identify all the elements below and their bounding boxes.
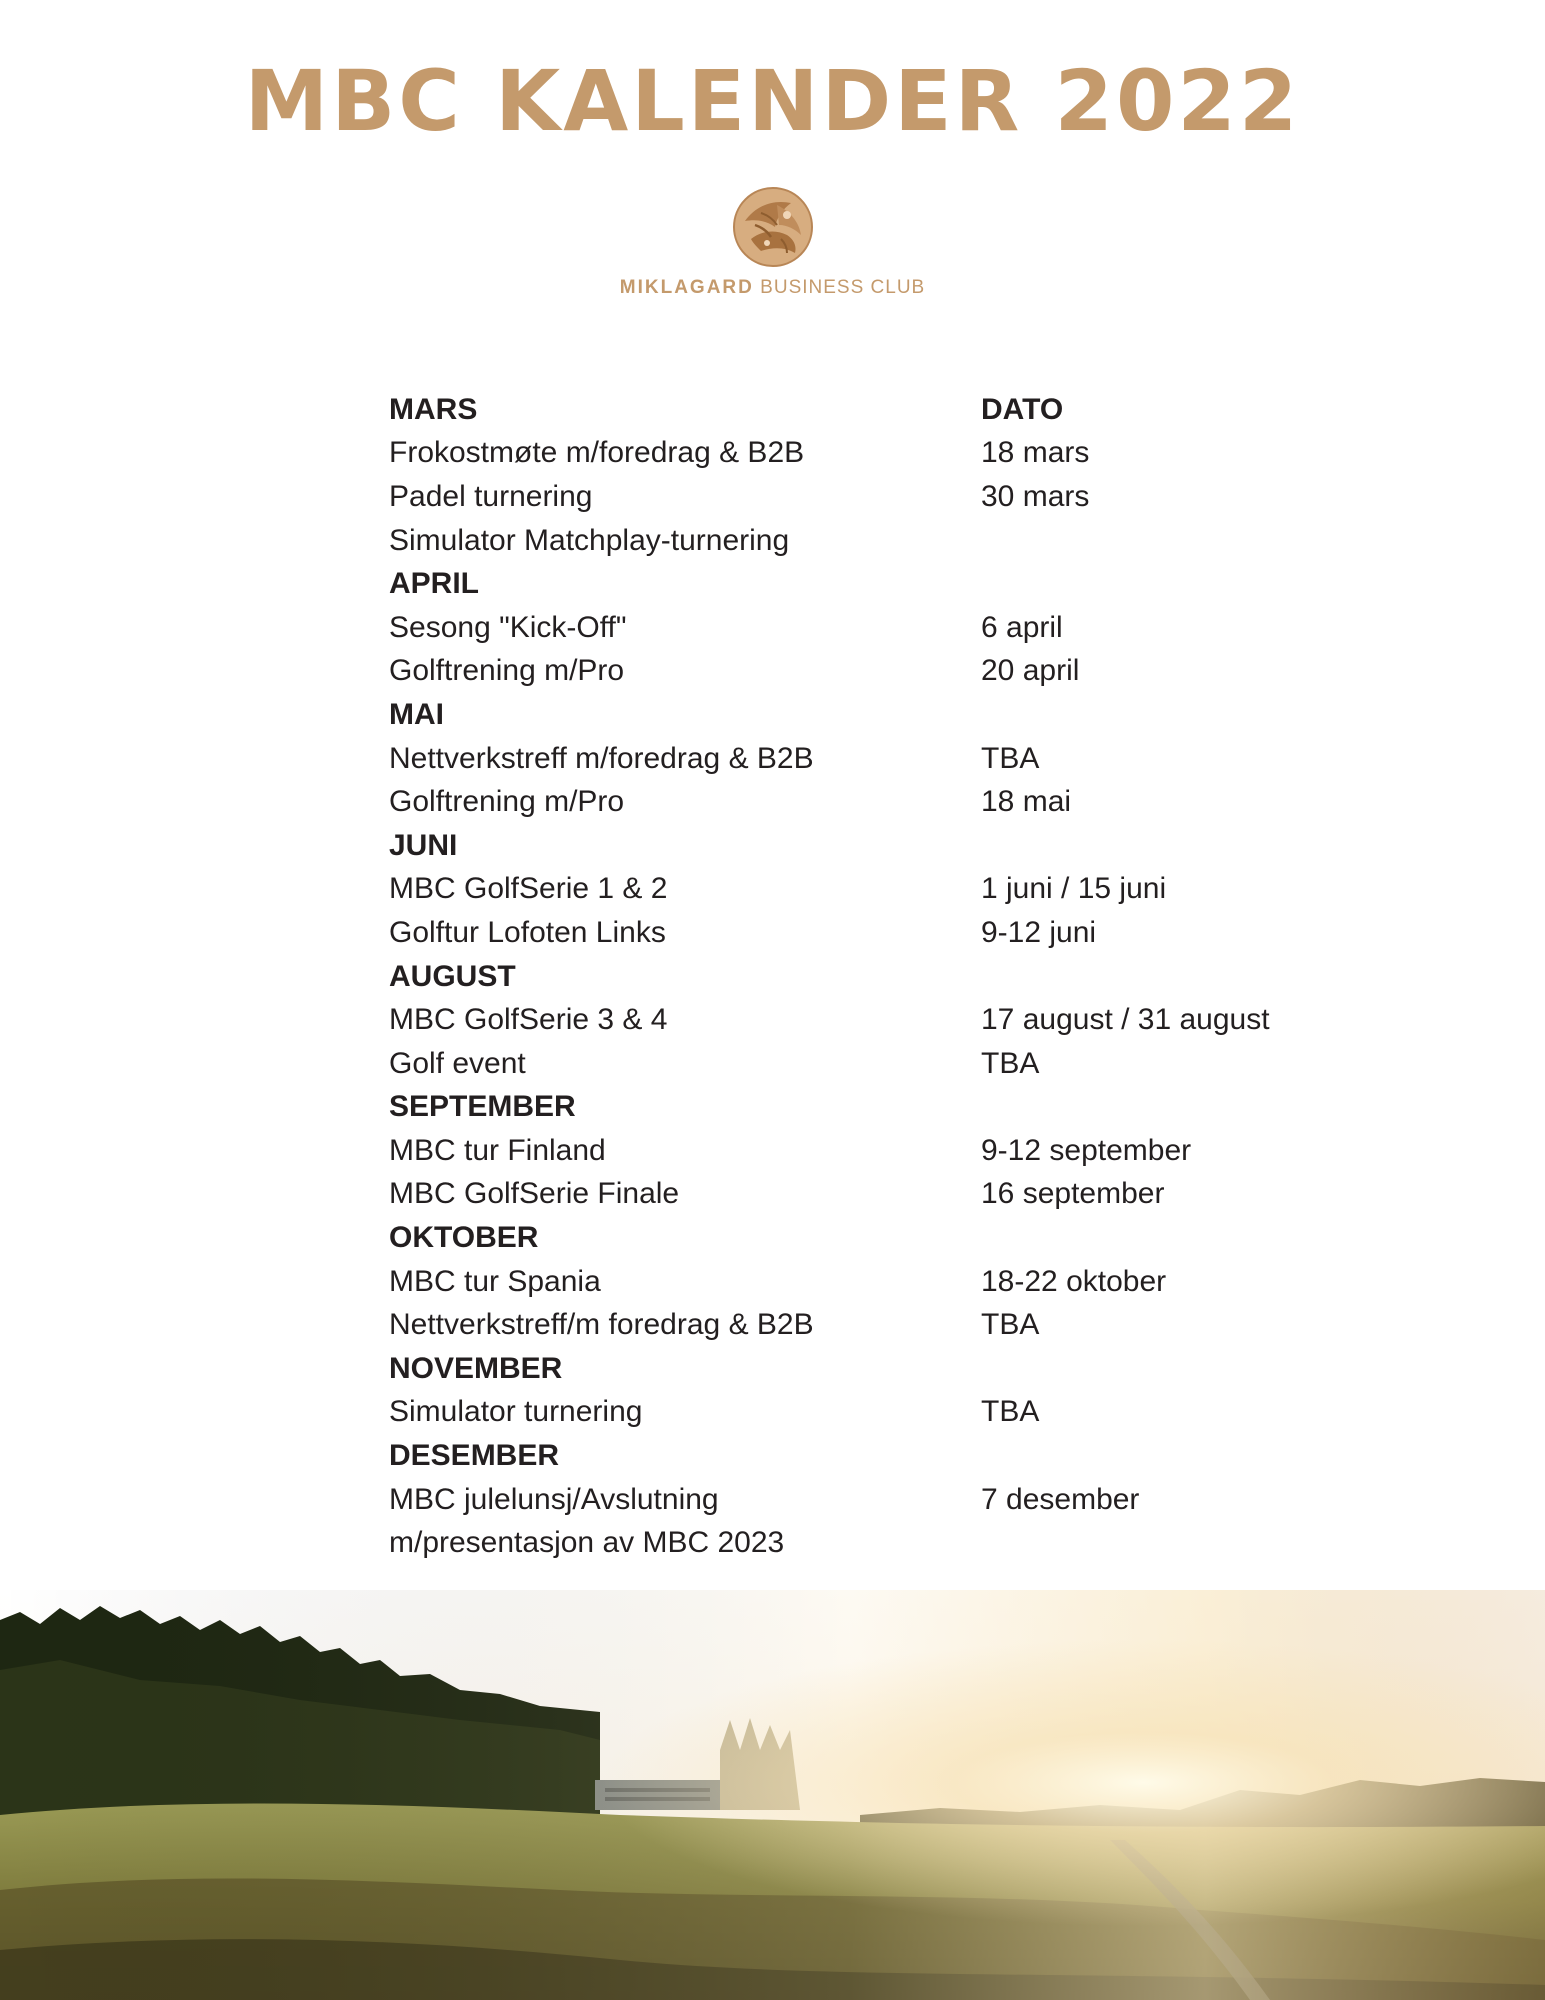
event-row: [389, 1391, 1349, 1435]
event-name: Golftrening m/Pro: [389, 654, 625, 688]
event-row: [389, 1042, 1349, 1086]
event-date: TBA: [981, 1046, 1040, 1080]
month-heading-row: [389, 824, 1349, 868]
month-heading: NOVEMBER: [389, 1351, 563, 1385]
month-heading-row: [389, 1347, 1349, 1391]
event-date: TBA: [981, 1308, 1040, 1342]
event-row: [389, 650, 1349, 694]
event-name: Simulator Matchplay-turnering: [389, 523, 790, 557]
event-date: 18-22 oktober: [981, 1264, 1167, 1298]
event-date: 17 august / 31 august: [981, 1003, 1270, 1037]
event-name: Golf event: [389, 1046, 526, 1080]
event-name: Golftrening m/Pro: [389, 785, 625, 819]
event-row: [389, 1478, 1349, 1522]
event-date: 9-12 juni: [981, 915, 1097, 949]
event-name: MBC GolfSerie 1 & 2: [389, 872, 668, 906]
event-row: [389, 519, 1349, 563]
month-heading: AUGUST: [389, 959, 516, 993]
event-name: Nettverkstreff/m foredrag & B2B: [389, 1308, 814, 1342]
month-heading-row: [389, 955, 1349, 999]
event-row: [389, 1303, 1349, 1347]
event-row: [389, 1521, 1349, 1565]
event-row: [389, 432, 1349, 476]
golf-course-landscape-image: [0, 1590, 1545, 2000]
event-date: 9-12 september: [981, 1133, 1192, 1167]
event-name: Padel turnering: [389, 479, 593, 513]
month-heading: DESEMBER: [389, 1439, 560, 1473]
event-date: 18 mai: [981, 785, 1072, 819]
event-row: [389, 1129, 1349, 1173]
event-row: [389, 475, 1349, 519]
event-row: [389, 1173, 1349, 1217]
month-heading-row: [389, 1434, 1349, 1478]
event-date: TBA: [981, 741, 1040, 775]
month-heading: MAI: [389, 697, 444, 731]
club-logo: [0, 185, 1545, 299]
event-row: [389, 998, 1349, 1042]
event-date: 6 april: [981, 610, 1063, 644]
event-name: Sesong "Kick-Off": [389, 610, 627, 644]
month-heading: OKTOBER: [389, 1221, 539, 1255]
event-name: MBC GolfSerie 3 & 4: [389, 1003, 668, 1037]
month-heading: JUNI: [389, 828, 458, 862]
month-heading: SEPTEMBER: [389, 1090, 576, 1124]
event-date: 20 april: [981, 654, 1080, 688]
event-row: [389, 868, 1349, 912]
event-name: Simulator turnering: [389, 1395, 643, 1429]
event-row: [389, 606, 1349, 650]
event-name: MBC tur Spania: [389, 1264, 601, 1298]
event-date: 30 mars: [981, 479, 1090, 513]
event-date: 16 september: [981, 1177, 1165, 1211]
month-heading-row: [389, 693, 1349, 737]
logo-suffix: BUSINESS CLUB: [760, 277, 926, 298]
event-date: 1 juni / 15 juni: [981, 872, 1167, 906]
month-heading: APRIL: [389, 567, 479, 601]
month-heading-row: [389, 1216, 1349, 1260]
event-row: [389, 780, 1349, 824]
event-name: Nettverkstreff m/foredrag & B2B: [389, 741, 814, 775]
event-row: [389, 911, 1349, 955]
month-heading: MARS: [389, 392, 478, 426]
date-column-heading: DATO: [981, 392, 1064, 426]
event-date: TBA: [981, 1395, 1040, 1429]
month-heading-row: [389, 1086, 1349, 1130]
event-row: [389, 737, 1349, 781]
event-date: 18 mars: [981, 436, 1090, 470]
schedule-header-row: [389, 388, 1349, 432]
event-name: MBC tur Finland: [389, 1133, 606, 1167]
event-name: Frokostmøte m/foredrag & B2B: [389, 436, 805, 470]
logo-text: [0, 277, 1545, 299]
event-name: Golftur Lofoten Links: [389, 915, 666, 949]
event-row: [389, 1260, 1349, 1304]
event-name: m/presentasjon av MBC 2023: [389, 1526, 785, 1560]
logo-brand: MIKLAGARD: [619, 277, 754, 298]
miklagard-emblem-icon: [731, 185, 815, 269]
event-name: MBC GolfSerie Finale: [389, 1177, 680, 1211]
month-heading-row: [389, 562, 1349, 606]
event-name: MBC julelunsj/Avslutning: [389, 1482, 719, 1516]
page-title: MBC KALENDER 2022: [244, 52, 1301, 150]
event-date: 7 desember: [981, 1482, 1140, 1516]
event-schedule: [389, 388, 1349, 1565]
